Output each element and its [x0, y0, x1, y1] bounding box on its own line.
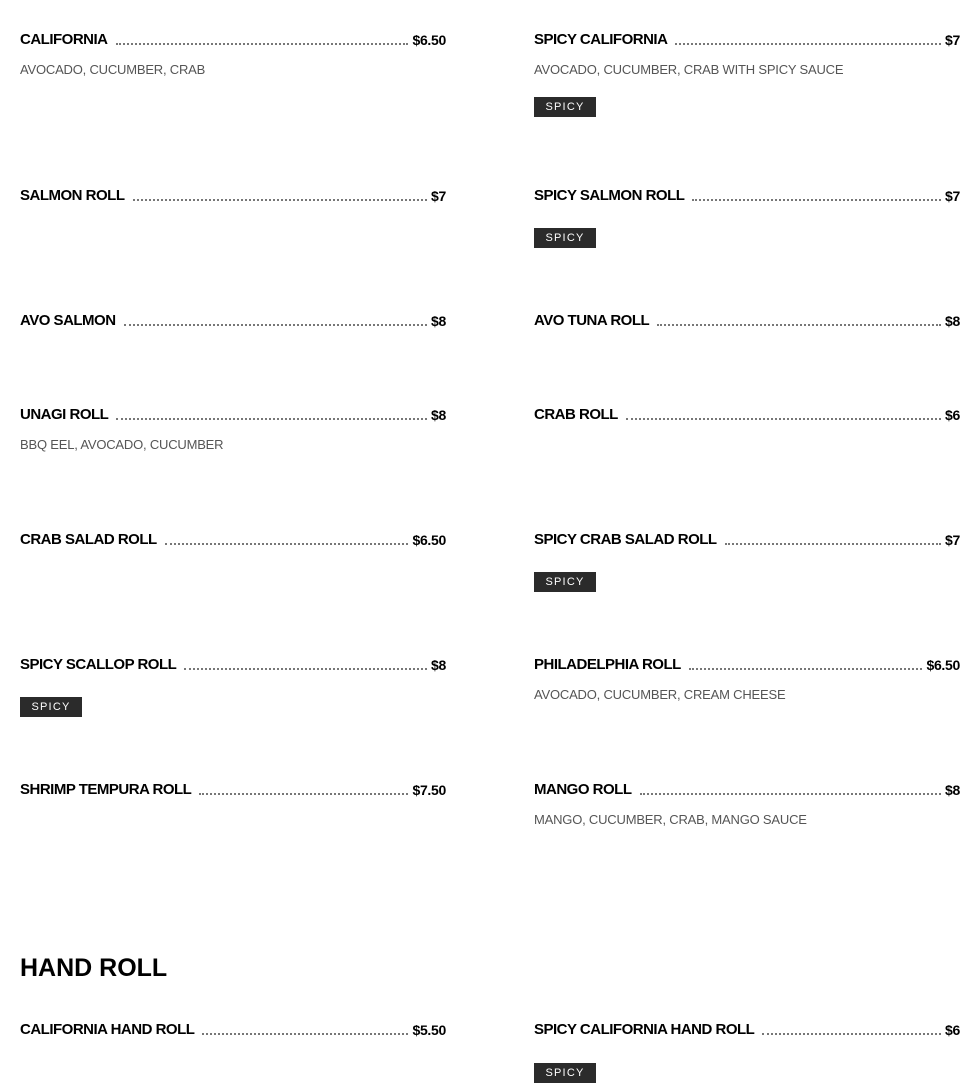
item-name: SPICY SALMON ROLL	[534, 187, 685, 204]
menu-item-row	[20, 405, 446, 425]
item-price: $7.50	[412, 782, 446, 798]
item-name: CRAB ROLL	[534, 406, 618, 423]
menu-item-mango-roll	[534, 780, 960, 827]
item-name: SPICY CRAB SALAD ROLL	[534, 531, 717, 548]
item-price: $8	[431, 407, 446, 423]
item-price: $7	[945, 532, 960, 548]
item-name: CALIFORNIA	[20, 31, 108, 48]
menu-item-spicy-scallop-roll	[20, 655, 446, 717]
menu-item-shrimp-tempura-roll	[20, 780, 446, 800]
dot-leader	[689, 668, 923, 670]
item-description: MANGO, CUCUMBER, CRAB, MANGO SAUCE	[534, 812, 807, 827]
dot-leader	[124, 324, 427, 326]
menu-item-row	[534, 311, 960, 331]
item-price: $8	[945, 782, 960, 798]
menu-item-avo-salmon	[20, 311, 446, 331]
menu-item-row	[20, 1020, 446, 1040]
item-price: $6.50	[412, 532, 446, 548]
menu-item-unagi-roll	[20, 405, 446, 452]
menu-item-row	[534, 405, 960, 425]
dot-leader	[165, 543, 409, 545]
dot-leader	[199, 793, 408, 795]
dot-leader	[116, 43, 409, 45]
dot-leader	[640, 793, 942, 795]
item-price: $6.50	[926, 657, 960, 673]
item-price: $5.50	[412, 1022, 446, 1038]
item-price: $6	[945, 407, 960, 423]
dot-leader	[762, 1033, 941, 1035]
menu-item-crab-roll	[534, 405, 960, 425]
item-name: UNAGI ROLL	[20, 406, 109, 423]
item-price: $8	[431, 313, 446, 329]
menu-item-row	[20, 780, 446, 800]
menu-item-spicy-crab-salad-roll	[534, 530, 960, 592]
dot-leader	[626, 418, 941, 420]
item-description: BBQ EEL, AVOCADO, CUCUMBER	[20, 437, 224, 452]
dot-leader	[184, 668, 427, 670]
item-price: $7	[945, 188, 960, 204]
menu-item-row	[20, 311, 446, 331]
menu-item-row	[20, 655, 446, 675]
dot-leader	[692, 199, 941, 201]
dot-leader	[725, 543, 941, 545]
item-description: AVOCADO, CUCUMBER, CRAB WITH SPICY SAUCE	[534, 62, 844, 77]
menu-item-spicy-california	[534, 30, 960, 117]
item-name: SPICY CALIFORNIA	[534, 31, 668, 48]
menu-item-row	[20, 186, 446, 206]
item-name: AVO SALMON	[20, 312, 116, 329]
item-name: AVO TUNA ROLL	[534, 312, 650, 329]
spicy-badge: SPICY	[534, 97, 596, 117]
dot-leader	[675, 43, 941, 45]
menu-item-california-hand-roll	[20, 1020, 446, 1040]
dot-leader	[202, 1033, 408, 1035]
menu-item-philadelphia-roll	[534, 655, 960, 702]
menu-item-spicy-salmon-roll	[534, 186, 960, 248]
menu-item-row	[534, 1020, 960, 1040]
item-description: AVOCADO, CUCUMBER, CREAM CHEESE	[534, 687, 786, 702]
item-price: $7	[431, 188, 446, 204]
item-name: PHILADELPHIA ROLL	[534, 656, 681, 673]
item-name: CRAB SALAD ROLL	[20, 531, 157, 548]
menu-item-salmon-roll	[20, 186, 446, 206]
item-description: AVOCADO, CUCUMBER, CRAB	[20, 62, 206, 77]
item-name: CALIFORNIA HAND ROLL	[20, 1021, 195, 1038]
dot-leader	[657, 324, 941, 326]
menu-item-row	[20, 30, 446, 50]
menu-item-row	[534, 780, 960, 800]
spicy-badge: SPICY	[20, 697, 82, 717]
item-name: SHRIMP TEMPURA ROLL	[20, 781, 192, 798]
item-price: $6	[945, 1022, 960, 1038]
menu-item-spicy-california-hand-roll	[534, 1020, 960, 1083]
section-title-hand-roll: HAND ROLL	[20, 954, 168, 982]
item-name: SPICY CALIFORNIA HAND ROLL	[534, 1021, 755, 1038]
item-price: $8	[431, 657, 446, 673]
menu-item-crab-salad-roll	[20, 530, 446, 550]
item-price: $7	[945, 32, 960, 48]
menu-item-california	[20, 30, 446, 77]
menu-item-row	[534, 30, 960, 50]
item-price: $8	[945, 313, 960, 329]
menu-item-row	[534, 655, 960, 675]
spicy-badge: SPICY	[534, 572, 596, 592]
item-name: SPICY SCALLOP ROLL	[20, 656, 177, 673]
item-name: SALMON ROLL	[20, 187, 125, 204]
item-price: $6.50	[412, 32, 446, 48]
dot-leader	[116, 418, 427, 420]
menu-item-row	[534, 530, 960, 550]
spicy-badge: SPICY	[534, 1063, 596, 1083]
dot-leader	[133, 199, 428, 201]
item-name: MANGO ROLL	[534, 781, 632, 798]
menu-item-avo-tuna-roll	[534, 311, 960, 331]
menu-item-row	[534, 186, 960, 206]
menu-item-row	[20, 530, 446, 550]
spicy-badge: SPICY	[534, 228, 596, 248]
